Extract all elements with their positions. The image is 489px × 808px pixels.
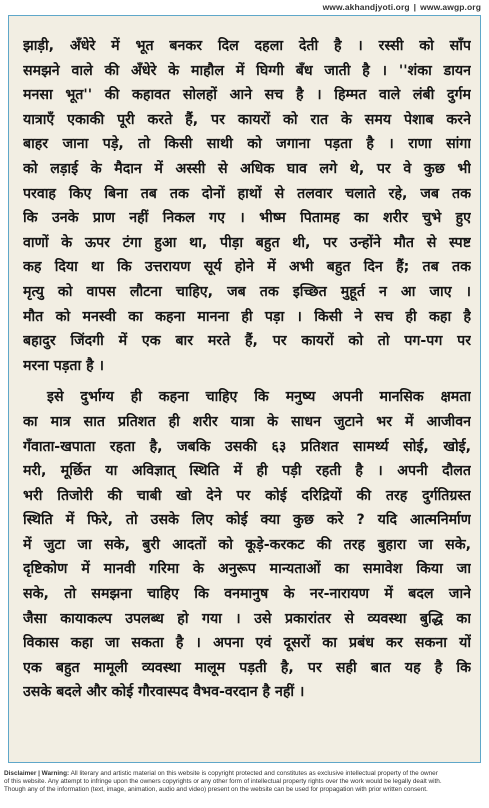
text-line: झाड़ी, अँधेरे में भूत बनकर दिल दहला देती है । रस्सी को साँप [23, 38, 471, 54]
text-line: उसके बदले और कोई गौरवास्पद वैभव-वरदान है नहीं । [23, 684, 305, 701]
paragraph-1 [23, 34, 471, 378]
text-line: एक बहुत मामूली व्यवस्था मालूम पड़ती है, पर सही बात यह है कि [23, 659, 471, 676]
disclaimer-text: All literary and artistic material on this website is copyright protected and constitutes as exclusive intellectual property of the owner [70, 770, 438, 777]
text-line: समझने वाले की अँधेरे के माहौल में घिग्गी बँध जाती है । ''शंका डायन [23, 62, 471, 79]
text-line: का मात्र सात प्रतिशत ही शरीर यात्रा के साधन जुटाने भर में आजीवन [23, 413, 471, 430]
site-header [0, 0, 489, 14]
text-line: मरी, मूर्छित या अविज्ञात् स्थिति में ही पड़ी रहती है । अपनी दौलत [23, 463, 471, 480]
text-line: परवाह किए बिना तब तक दोनों हाथों से तलवार चलाते रहे, जब तक [23, 185, 471, 202]
paragraph-2 [23, 385, 471, 705]
article-body [23, 34, 471, 705]
text-line: बाहर जाना पड़े, तो किसी साथी को जगाना पड़ता है । राणा सांगा [23, 136, 471, 153]
text-line: मौत को मनस्वी का कहना मानना ही पड़ा । किसी ने सच ही कहा है [23, 308, 471, 325]
disclaimer-line-2: of this website. Any attempt to infringe upon the owners copyrights or any other form of intellectual property rights over the work would be legally dealt with. [4, 778, 442, 785]
text-line: कह दिया था कि उत्तरायण सूर्य होने में अभी बहुत दिन हैं; तब तक [23, 259, 471, 276]
text-line: दृष्टिकोण में मानवी गरिमा के अनुरूप मान्यताओं का समावेश किया जा [23, 561, 471, 578]
text-line: बहादुर जिंदगी में एक बार मरते हैं, पर कायरों को तो पग-पग पर [23, 333, 471, 350]
text-line: मरना पड़ता है । [23, 357, 104, 374]
page-frame [8, 15, 481, 763]
disclaimer-line-1 [4, 770, 485, 778]
site-link-awgp[interactable]: www.awgp.org [420, 2, 481, 12]
disclaimer-label: Disclaimer | Warning: [4, 770, 70, 777]
disclaimer-line-3: Though any of the information (text, image, animation, audio and video) present on the website can be used for propagation with prior written consent. [4, 786, 428, 793]
text-line: सके, तो समझना चाहिए कि वनमानुष के नर-नारायण में बदल जाने [23, 586, 471, 603]
text-line: इसे दुर्भाग्य ही कहना चाहिए कि मनुष्य अपनी मानसिक क्षमता [47, 389, 471, 406]
text-line: जैसा कायाकल्प उपलब्ध हो गया । उसे प्रकारांतर से व्यवस्था बुद्धि का [23, 610, 471, 627]
text-line: में जुटा जा सके, बुरी आदतों को कूड़े-करकट की तरह बुहारा जा सके, [23, 536, 471, 553]
text-line: वाणों के ऊपर टंगा हुआ था, पीड़ा बहुत थी, पर उन्होंने मौत से स्पष्ट [23, 234, 471, 251]
text-line: यात्राएँ एकाकी पूरी करते हैं, पर कायरों को रात के समय पेशाब करने [23, 111, 471, 128]
text-line: को लड़ाई के मैदान में अस्सी से अधिक घाव लगे थे, पर वे कुछ भी [23, 160, 471, 177]
text-line: मृत्यु को वापस लौटना चाहिए, जब तक इच्छित मुहूर्त न आ जाए । [23, 283, 471, 300]
text-line: मनसा भूत'' की कहावत सोलहों आने सच है । हिम्मत वाले लंबी दुर्गम [23, 87, 471, 104]
text-line: कि उनके प्राण नहीं निकल गए । भीष्म पितामह का शरीर चुभे हुए [23, 210, 471, 227]
text-line: स्थिति में फिरे, तो उसके लिए कोई क्या कुछ करे ? यदि आत्मनिर्माण [23, 512, 471, 529]
disclaimer-footer [4, 770, 485, 794]
site-link-akhandjyoti[interactable]: www.akhandjyoti.org [322, 2, 410, 12]
header-separator: | [413, 2, 417, 12]
text-line: भरी तिजोरी की चाबी खो देने पर कोई दरिद्रियों की तरह दुर्गतिग्रस्त [23, 487, 471, 504]
text-line: गँवाता-खपाता रहता है, जबकि उसकी ६३ प्रतिशत सामर्थ्य सोई, खोई, [23, 438, 471, 455]
text-line: विकास कहा जा सकता है । अपना एवं दूसरों का प्रबंध कर सकना यों [23, 635, 471, 652]
